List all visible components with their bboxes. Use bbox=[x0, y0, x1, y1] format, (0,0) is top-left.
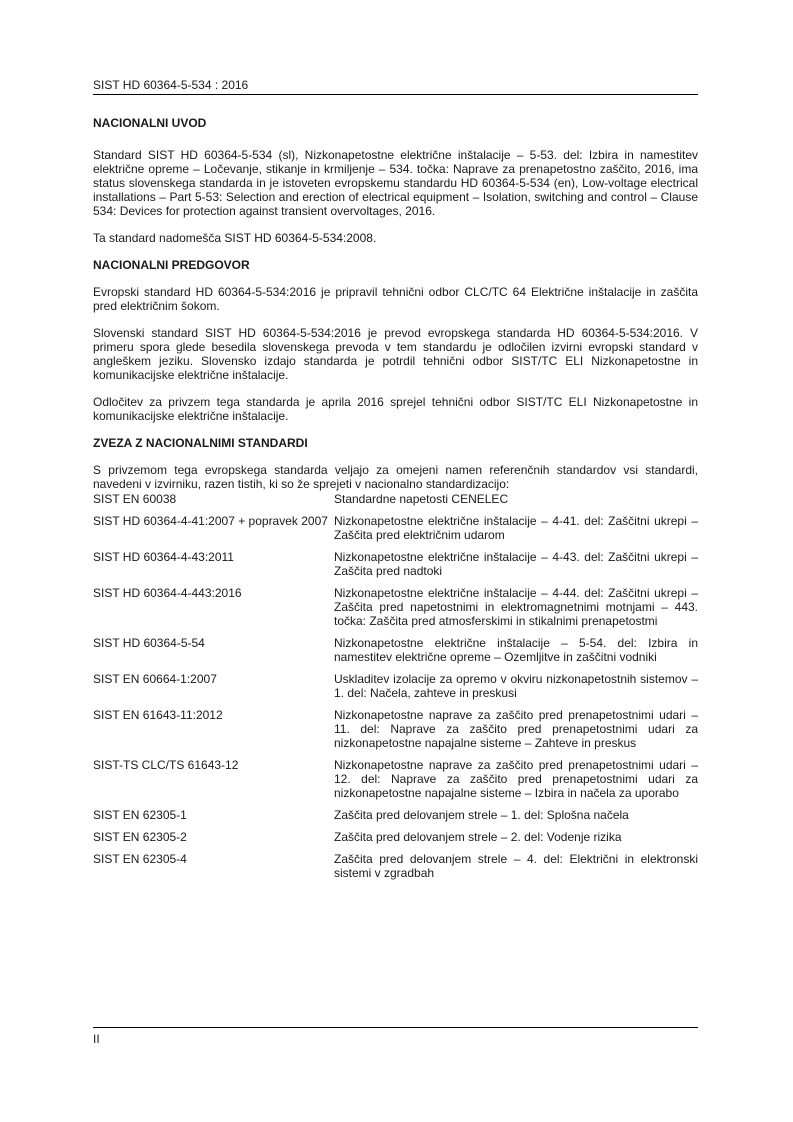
zveza-paragraph-1: S privzemom tega evropskega standarda veljajo za omejeni namen referenčnih standardov vsi standardi, navedeni v izvirniku, razen tistih, ki so že sprejeti v nacionalno standardizacijo: bbox=[93, 463, 698, 491]
table-row bbox=[93, 514, 698, 550]
uvod-paragraph-2: Ta standard nadomešča SIST HD 60364-5-534:2008. bbox=[93, 231, 377, 245]
page-content bbox=[93, 116, 698, 888]
reference-title: Zaščita pred delovanjem strele – 2. del: Vodenje rizika bbox=[334, 830, 622, 844]
reference-title: Zaščita pred delovanjem strele – 1. del: Splošna načela bbox=[334, 808, 629, 822]
reference-title: Uskladitev izolacije za opremo v okviru nizkonapetostnih sistemov – 1. del: Načela, zahteve in preskusi bbox=[334, 672, 698, 700]
reference-code: SIST EN 60038 bbox=[93, 492, 177, 506]
table-row bbox=[93, 636, 698, 672]
reference-title: Nizkonapetostne električne inštalacije – 4-41. del: Zaščitni ukrepi – Zaščita pred električnim udarom bbox=[334, 514, 698, 542]
reference-code: SIST EN 62305-1 bbox=[93, 808, 187, 822]
reference-standards-table bbox=[93, 492, 698, 888]
reference-title: Nizkonapetostne naprave za zaščito pred prenapetostnimi udari – 12. del: Naprave za zaščito pred prenapetostnimi udari za nizkonapetostne napajalne sisteme – Izbira in načela za uporabo bbox=[334, 758, 698, 800]
reference-title: Nizkonapetostne naprave za zaščito pred prenapetostnimi udari – 11. del: Naprave za zaščito pred prenapetostnimi udari za nizkonapetostne napajalne sisteme – Zahteve in preskus bbox=[334, 708, 698, 750]
table-row bbox=[93, 672, 698, 708]
table-row bbox=[93, 852, 698, 888]
document-page bbox=[93, 0, 698, 1122]
reference-title: Zaščita pred delovanjem strele – 4. del: Električni in elektronski sistemi v zgradbah bbox=[334, 852, 698, 880]
reference-title: Nizkonapetostne električne inštalacije – 5-54. del: Izbira in namestitev električne opreme – Ozemljitve in zaščitni vodniki bbox=[334, 636, 698, 664]
table-row bbox=[93, 550, 698, 586]
uvod-paragraph-1: Standard SIST HD 60364-5-534 (sl), Nizkonapetostne električne inštalacije – 5-53. del: Izbira in namestitev električne opreme – Ločevanje, stikanje in krmiljenje – 534. točka: Naprave za prenapetostno zaščito, 2016, ima status slovenskega standarda in je istoveten evropskemu standardu HD 60364-5-534 (en), Low-voltage electrical installations – Part 5-53: Selection and erection of electrical equipment – Isolation, switching and control – Clause 534: Devices for protection against transient overvoltages, 2016. bbox=[93, 148, 698, 218]
reference-title: Standardne napetosti CENELEC bbox=[334, 492, 509, 506]
reference-code: SIST EN 62305-4 bbox=[93, 852, 187, 866]
reference-code: SIST HD 60364-4-443:2016 bbox=[93, 586, 242, 600]
reference-title: Nizkonapetostne električne inštalacije – 4-43. del: Zaščitni ukrepi – Zaščita pred nadtoki bbox=[334, 550, 698, 578]
section-title-predgovor: NACIONALNI PREDGOVOR bbox=[93, 258, 250, 272]
section-title-uvod: NACIONALNI UVOD bbox=[93, 116, 207, 130]
table-row bbox=[93, 492, 698, 514]
table-row bbox=[93, 586, 698, 636]
header-divider bbox=[93, 94, 698, 95]
header-doc-id: SIST HD 60364-5-534 : 2016 bbox=[93, 78, 249, 92]
footer-divider bbox=[93, 1027, 698, 1028]
reference-code: SIST EN 62305-2 bbox=[93, 830, 187, 844]
table-row bbox=[93, 708, 698, 758]
predgovor-paragraph-3: Odločitev za privzem tega standarda je aprila 2016 sprejel tehnični odbor SIST/TC ELI Nizkonapetostne in komunikacijske električne inštalacije. bbox=[93, 395, 698, 423]
reference-code: SIST EN 61643-11:2012 bbox=[93, 708, 223, 722]
predgovor-paragraph-2: Slovenski standard SIST HD 60364-5-534:2016 je prevod evropskega standarda HD 60364-5-534:2016. V primeru spora glede besedila slovenskega prevoda v tem standardu je odločilen izvirni evropski standard v angleškem jeziku. Slovensko izdajo standarda je potrdil tehnični odbor SIST/TC ELI Nizkonapetostne in komunikacijske električne inštalacije. bbox=[93, 326, 698, 382]
page-number: II bbox=[93, 1032, 100, 1046]
reference-code: SIST EN 60664-1:2007 bbox=[93, 672, 217, 686]
reference-title: Nizkonapetostne električne inštalacije – 4-44. del: Zaščitni ukrepi – Zaščita pred napetostnimi in elektromagnetnimi motnjami – 443. točka: Zaščita pred atmosferskimi in stikalnimi prenapetostmi bbox=[334, 586, 698, 628]
reference-code: SIST-TS CLC/TS 61643-12 bbox=[93, 758, 239, 772]
reference-code: SIST HD 60364-4-43:2011 bbox=[93, 550, 234, 564]
table-row bbox=[93, 808, 698, 830]
predgovor-paragraph-1: Evropski standard HD 60364-5-534:2016 je pripravil tehnični odbor CLC/TC 64 Električne inštalacije in zaščita pred električnim šokom. bbox=[93, 285, 698, 313]
reference-code: SIST HD 60364-5-54 bbox=[93, 636, 205, 650]
table-row bbox=[93, 830, 698, 852]
section-title-zveza: ZVEZA Z NACIONALNIMI STANDARDI bbox=[93, 436, 308, 450]
reference-code: SIST HD 60364-4-41:2007 + popravek 2007 bbox=[93, 514, 328, 528]
table-row bbox=[93, 758, 698, 808]
